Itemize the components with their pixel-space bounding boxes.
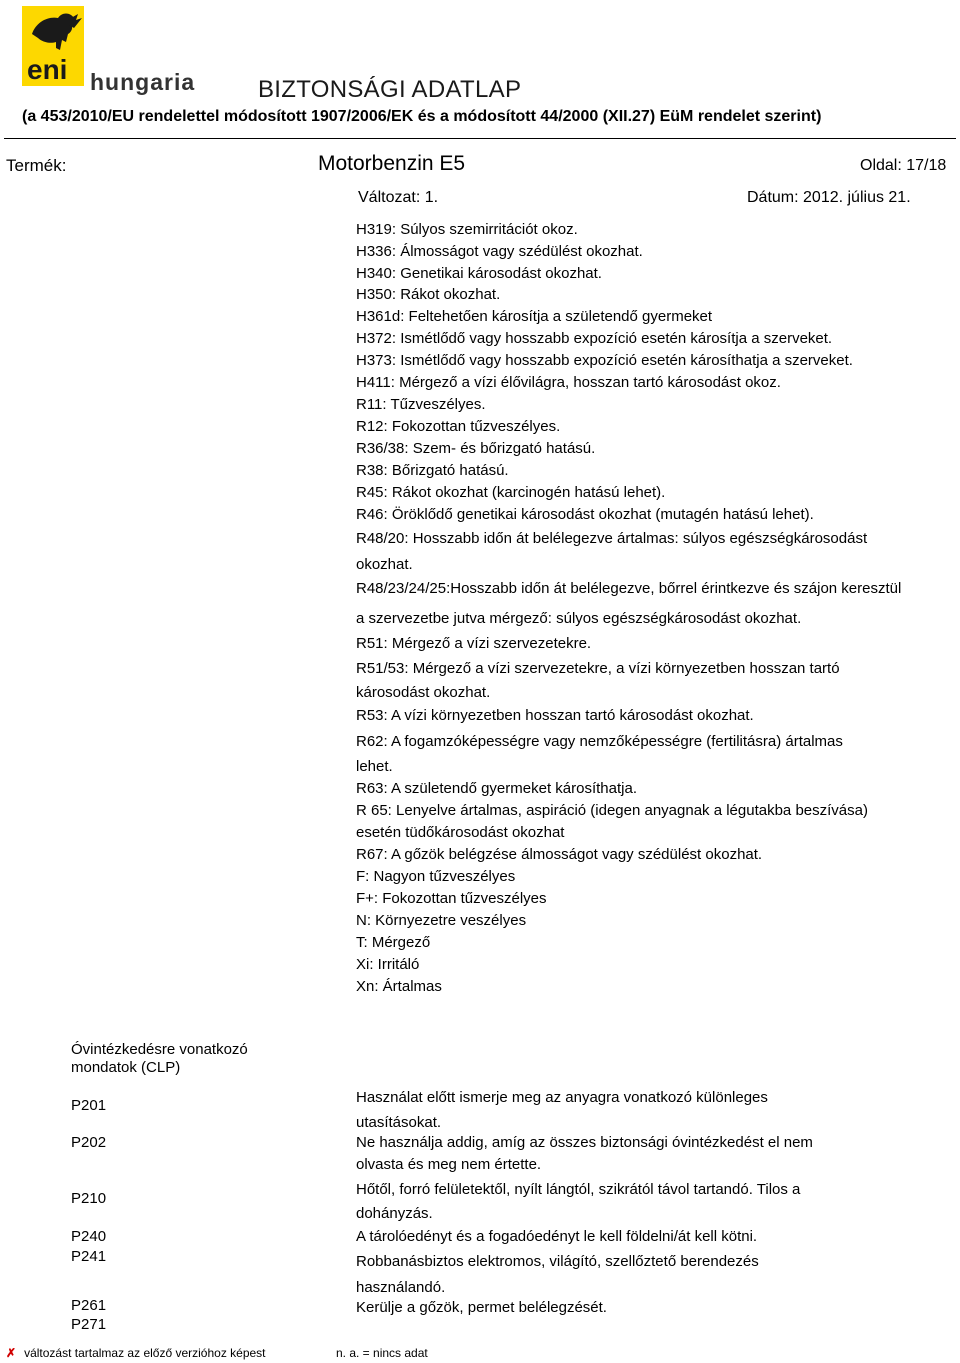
precautionary-text: Ne használja addig, amíg az összes biztonsági óvintézkedést el nem — [356, 1134, 813, 1151]
footer-change-note — [6, 1346, 266, 1360]
phrase-line: a szervezetbe jutva mérgező: súlyos egészségkárosodást okozhat. — [356, 610, 802, 627]
precautionary-text: A tárolóedényt és a fogadóedényt le kell földelni/át kell kötni. — [356, 1228, 758, 1245]
phrase-line: lehet. — [356, 758, 393, 775]
product-label: Termék: — [6, 156, 67, 175]
document-date: Dátum: 2012. július 21. — [747, 189, 911, 206]
precautionary-code: P241 — [71, 1248, 107, 1265]
header-divider — [4, 138, 956, 139]
precautionary-text: Hőtől, forró felületektől, nyílt lángtól, szikrától távol tartandó. Tilos a — [356, 1181, 801, 1198]
phrase-line: R63: A születendő gyermeket károsíthatja. — [356, 780, 637, 797]
precautionary-code: P201 — [71, 1097, 107, 1114]
phrase-line: R46: Öröklődő genetikai károsodást okozhat (mutagén hatású lehet). — [356, 506, 814, 523]
precautionary-text: olvasta és meg nem értette. — [356, 1156, 542, 1173]
phrase-line: H411: Mérgező a vízi élővilágra, hosszan tartó károsodást okoz. — [356, 374, 781, 391]
change-note-text: változást tartalmaz az előző verzióhoz képest — [24, 1346, 266, 1360]
phrase-line: esetén tüdőkárosodást okozhat — [356, 824, 565, 841]
phrase-line: R 65: Lenyelve ártalmas, aspiráció (idegen anyagnak a légutakba beszívása) — [356, 802, 868, 819]
precautionary-text: Kerülje a gőzök, permet belélegzését. — [356, 1299, 607, 1316]
phrase-line: R38: Bőrizgató hatású. — [356, 462, 509, 479]
phrase-line: R45: Rákot okozhat (karcinogén hatású lehet). — [356, 484, 666, 501]
precautionary-code: P240 — [71, 1228, 107, 1245]
change-mark-icon: ✗ — [6, 1346, 17, 1360]
svg-text:hungaria: hungaria — [90, 69, 196, 95]
precautionary-code: P210 — [71, 1190, 107, 1207]
phrase-line: okozhat. — [356, 556, 413, 573]
precautionary-code: P261 — [71, 1297, 107, 1314]
precautionary-text: Robbanásbiztos elektromos, világító, szellőztető berendezés — [356, 1253, 759, 1270]
document-subtitle: (a 453/2010/EU rendelettel módosított 1907/2006/EK és a módosított 44/2000 (XII.27) EüM rendelet szerint) — [22, 108, 822, 125]
phrase-line: R53: A vízi környezetben hosszan tartó károsodást okozhat. — [356, 707, 754, 724]
eni-hungaria-logo — [22, 6, 202, 98]
version: Változat: 1. — [358, 189, 439, 206]
phrase-line: károsodást okozhat. — [356, 684, 491, 701]
document-title: BIZTONSÁGI ADATLAP — [258, 76, 522, 103]
precautionary-text: dohányzás. — [356, 1205, 433, 1222]
precautionary-text: használandó. — [356, 1279, 446, 1296]
product-name: Motorbenzin E5 — [318, 152, 466, 175]
precautionary-heading-line2: mondatok (CLP) — [71, 1059, 181, 1076]
phrase-line: F+: Fokozottan tűzveszélyes — [356, 890, 547, 907]
precautionary-code: P202 — [71, 1134, 107, 1151]
phrase-line: H336: Álmosságot vagy szédülést okozhat. — [356, 243, 643, 260]
phrase-line: H373: Ismétlődő vagy hosszabb expozíció esetén károsíthatja a szerveket. — [356, 352, 853, 369]
phrase-line: T: Mérgező — [356, 934, 431, 951]
page-number: Oldal: 17/18 — [860, 157, 947, 174]
phrase-line: H350: Rákot okozhat. — [356, 286, 501, 303]
phrase-line: Xi: Irritáló — [356, 956, 420, 973]
precautionary-code: P271 — [71, 1316, 107, 1333]
phrase-line: H340: Genetikai károsodást okozhat. — [356, 265, 602, 282]
phrase-line: R48/20: Hosszabb időn át belélegezve ártalmas: súlyos egészségkárosodást — [356, 530, 868, 547]
footer-na-note: n. a. = nincs adat — [336, 1346, 428, 1360]
phrase-line: H372: Ismétlődő vagy hosszabb expozíció esetén károsítja a szerveket. — [356, 330, 833, 347]
phrase-line: R62: A fogamzóképességre vagy nemzőképességre (fertilitásra) ártalmas — [356, 733, 843, 750]
phrase-line: R36/38: Szem- és bőrizgató hatású. — [356, 440, 596, 457]
phrase-line: H361d: Feltehetően károsítja a születendő gyermeket — [356, 308, 713, 325]
phrase-line: Xn: Ártalmas — [356, 978, 442, 995]
svg-text:eni: eni — [27, 54, 68, 85]
phrase-line: N: Környezetre veszélyes — [356, 912, 527, 929]
phrase-line: R67: A gőzök belégzése álmosságot vagy szédülést okozhat. — [356, 846, 763, 863]
precautionary-text: utasításokat. — [356, 1114, 442, 1131]
phrase-line: R11: Tűzveszélyes. — [356, 396, 486, 413]
phrase-line: F: Nagyon tűzveszélyes — [356, 868, 516, 885]
precautionary-text: Használat előtt ismerje meg az anyagra vonatkozó különleges — [356, 1089, 768, 1106]
phrase-line: R51: Mérgező a vízi szervezetekre. — [356, 635, 592, 652]
phrase-line: R12: Fokozottan tűzveszélyes. — [356, 418, 561, 435]
precautionary-heading-line1: Óvintézkedésre vonatkozó — [71, 1041, 248, 1058]
phrase-line: R51/53: Mérgező a vízi szervezetekre, a vízi környezetben hosszan tartó — [356, 660, 840, 677]
phrase-line: H319: Súlyos szemirritációt okoz. — [356, 221, 578, 238]
phrase-line: R48/23/24/25:Hosszabb időn át belélegezve, bőrrel érintkezve és szájon keresztül — [356, 580, 902, 597]
